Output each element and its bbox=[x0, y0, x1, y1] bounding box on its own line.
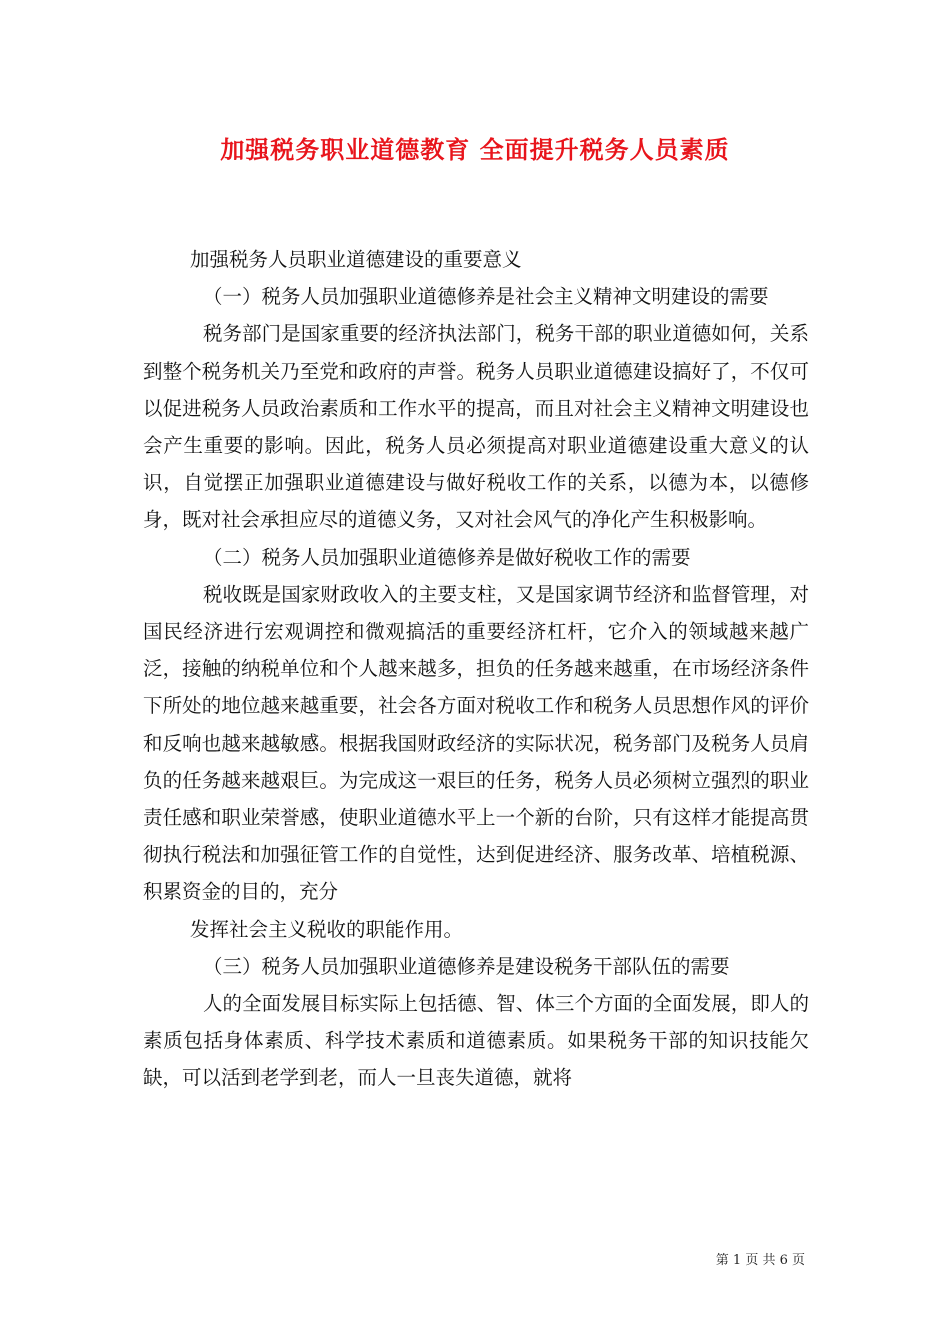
subsection-heading-2: （二）税务人员加强职业道德修养是做好税收工作的需要 bbox=[203, 545, 691, 569]
paragraph-1: 税务部门是国家重要的经济执法部门，税务干部的职业道德如何，关系到整个税务机关乃至党和政府的声誉。税务人员职业道德建设搞好了，不仅可以促进税务人员政治素质和工作水平的提高，而且对社会主义精神文明建设也会产生重要的影响。因此，税务人员必须提高对职业道德建设重大意义的认识，自觉摆正加强职业道德建设与做好税收工作的关系，以德为本，以德修身，既对社会承担应尽的道德义务，又对社会风气的净化产生积极影响。 bbox=[143, 322, 809, 532]
paragraph-2-continued: 发挥社会主义税收的职能作用。 bbox=[190, 917, 464, 941]
section-heading: 加强税务人员职业道德建设的重要意义 bbox=[190, 248, 522, 271]
document-body bbox=[143, 241, 809, 1097]
page-number: 第 1 页 共 6 页 bbox=[715, 1253, 805, 1268]
subsection-heading-3: （三）税务人员加强职业道德修养是建设税务干部队伍的需要 bbox=[203, 954, 730, 978]
paragraph-2: 税收既是国家财政收入的主要支柱，又是国家调节经济和监督管理，对国民经济进行宏观调控和微观搞活的重要经济杠杆，它介入的领域越来越广泛，接触的纳税单位和个人越来越多，担负的任务越来越重，在市场经济条件下所处的地位越来越重要，社会各方面对税收工作和税务人员思想作风的评价和反响也越来越敏感。根据我国财政经济的实际状况，税务部门及税务人员肩负的任务越来越艰巨。为完成这一艰巨的任务，税务人员必须树立强烈的职业责任感和职业荣誉感，使职业道德水平上一个新的台阶，只有这样才能提高贯彻执行税法和加强征管工作的自觉性，达到促进经济、服务改革、培植税源、积累资金的目的，充分 bbox=[143, 582, 809, 904]
paragraph-3: 人的全面发展目标实际上包括德、智、体三个方面的全面发展，即人的素质包括身体素质、科学技术素质和道德素质。如果税务干部的知识技能欠缺，可以活到老学到老，而人一旦丧失道德，就将 bbox=[143, 992, 809, 1090]
document-title: 加强税务职业道德教育 全面提升税务人员素质 bbox=[220, 135, 730, 164]
subsection-heading-1: （一）税务人员加强职业道德修养是社会主义精神文明建设的需要 bbox=[203, 285, 769, 309]
